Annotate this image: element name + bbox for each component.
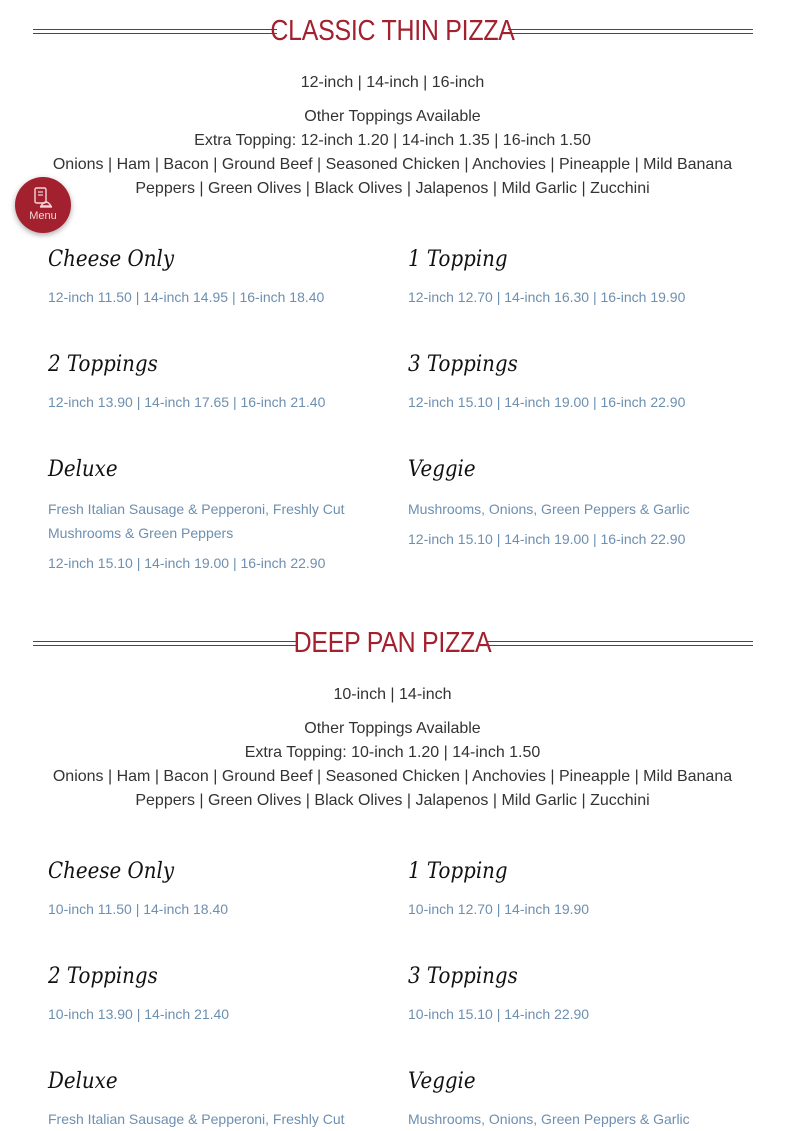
menu-item — [408, 857, 728, 917]
other-toppings-label: Other Toppings Available — [304, 108, 481, 125]
item-name: 1 Topping — [408, 859, 508, 884]
item-name: Veggie — [408, 457, 476, 482]
size-options: 10-inch | 14-inch — [333, 686, 452, 703]
item-price: 12-inch 15.10 | 14-inch 19.00 | 16-inch 22.90 — [408, 531, 686, 547]
deep-pan-pizza-section — [0, 623, 785, 1127]
classic-thin-pizza-section — [0, 11, 785, 601]
section-header — [0, 11, 785, 51]
item-name: Deluxe — [48, 457, 118, 482]
menu-button-label: Menu — [29, 210, 57, 222]
toppings-info — [40, 105, 745, 201]
item-price: 10-inch 15.10 | 14-inch 22.90 — [408, 1006, 590, 1022]
menu-item — [48, 245, 368, 305]
toppings-info — [40, 717, 745, 813]
item-name: Cheese Only — [48, 247, 175, 272]
menu-book-icon — [32, 187, 54, 209]
item-price: 10-inch 12.70 | 14-inch 19.90 — [408, 901, 590, 917]
section-title: CLASSIC THIN PIZZA — [270, 15, 515, 47]
item-name: Veggie — [408, 1069, 476, 1094]
item-description: Mushrooms, Onions, Green Peppers & Garlic — [408, 501, 690, 517]
item-name: 2 Toppings — [48, 352, 158, 377]
item-price: 10-inch 11.50 | 14-inch 18.40 — [48, 901, 229, 917]
menu-item — [48, 857, 368, 917]
menu-item — [408, 1067, 728, 1131]
menu-item — [48, 962, 368, 1022]
menu-item — [408, 350, 728, 410]
item-price: 10-inch 13.90 | 14-inch 21.40 — [48, 1006, 230, 1022]
other-toppings-label: Other Toppings Available — [304, 720, 481, 737]
menu-item — [48, 1067, 368, 1131]
size-options: 12-inch | 14-inch | 16-inch — [300, 74, 485, 91]
item-price: 12-inch 12.70 | 14-inch 16.30 | 16-inch 19.90 — [408, 289, 686, 305]
item-name: 2 Toppings — [48, 964, 158, 989]
item-description: Fresh Italian Sausage & Pepperoni, Freshly Cut Mushrooms & Green Peppers — [48, 501, 345, 541]
menu-item — [48, 455, 368, 571]
item-name: Deluxe — [48, 1069, 118, 1094]
menu-item — [408, 455, 728, 547]
item-name: Cheese Only — [48, 859, 175, 884]
item-description: Mushrooms, Onions, Green Peppers & Garlic — [408, 1111, 690, 1127]
item-price: 12-inch 13.90 | 14-inch 17.65 | 16-inch 21.40 — [48, 394, 326, 410]
item-price: 12-inch 11.50 | 14-inch 14.95 | 16-inch 18.40 — [48, 289, 325, 305]
menu-button[interactable] — [15, 177, 71, 233]
extra-topping-price: Extra Topping: 12-inch 1.20 | 14-inch 1.35 | 16-inch 1.50 — [194, 132, 591, 149]
topping-list: Onions | Ham | Bacon | Ground Beef | Seasoned Chicken | Anchovies | Pineapple | Mild Banana Peppers | Green Olives | Black Olives | Jalapenos | Mild Garlic | Zucchini — [52, 768, 733, 809]
item-name: 1 Topping — [408, 247, 508, 272]
item-name: 3 Toppings — [408, 352, 518, 377]
section-header — [0, 623, 785, 663]
menu-item — [408, 962, 728, 1022]
topping-list: Onions | Ham | Bacon | Ground Beef | Seasoned Chicken | Anchovies | Pineapple | Mild Banana Peppers | Green Olives | Black Olives | Jalapenos | Mild Garlic | Zucchini — [52, 156, 733, 197]
menu-item — [48, 350, 368, 410]
item-description: Fresh Italian Sausage & Pepperoni, Freshly Cut — [48, 1111, 345, 1127]
item-name: 3 Toppings — [408, 964, 518, 989]
menu-item — [408, 245, 728, 305]
extra-topping-price: Extra Topping: 10-inch 1.20 | 14-inch 1.50 — [244, 744, 541, 761]
section-title: DEEP PAN PIZZA — [293, 627, 492, 659]
item-price: 12-inch 15.10 | 14-inch 19.00 | 16-inch 22.90 — [408, 394, 686, 410]
item-price: 12-inch 15.10 | 14-inch 19.00 | 16-inch 22.90 — [48, 555, 326, 571]
